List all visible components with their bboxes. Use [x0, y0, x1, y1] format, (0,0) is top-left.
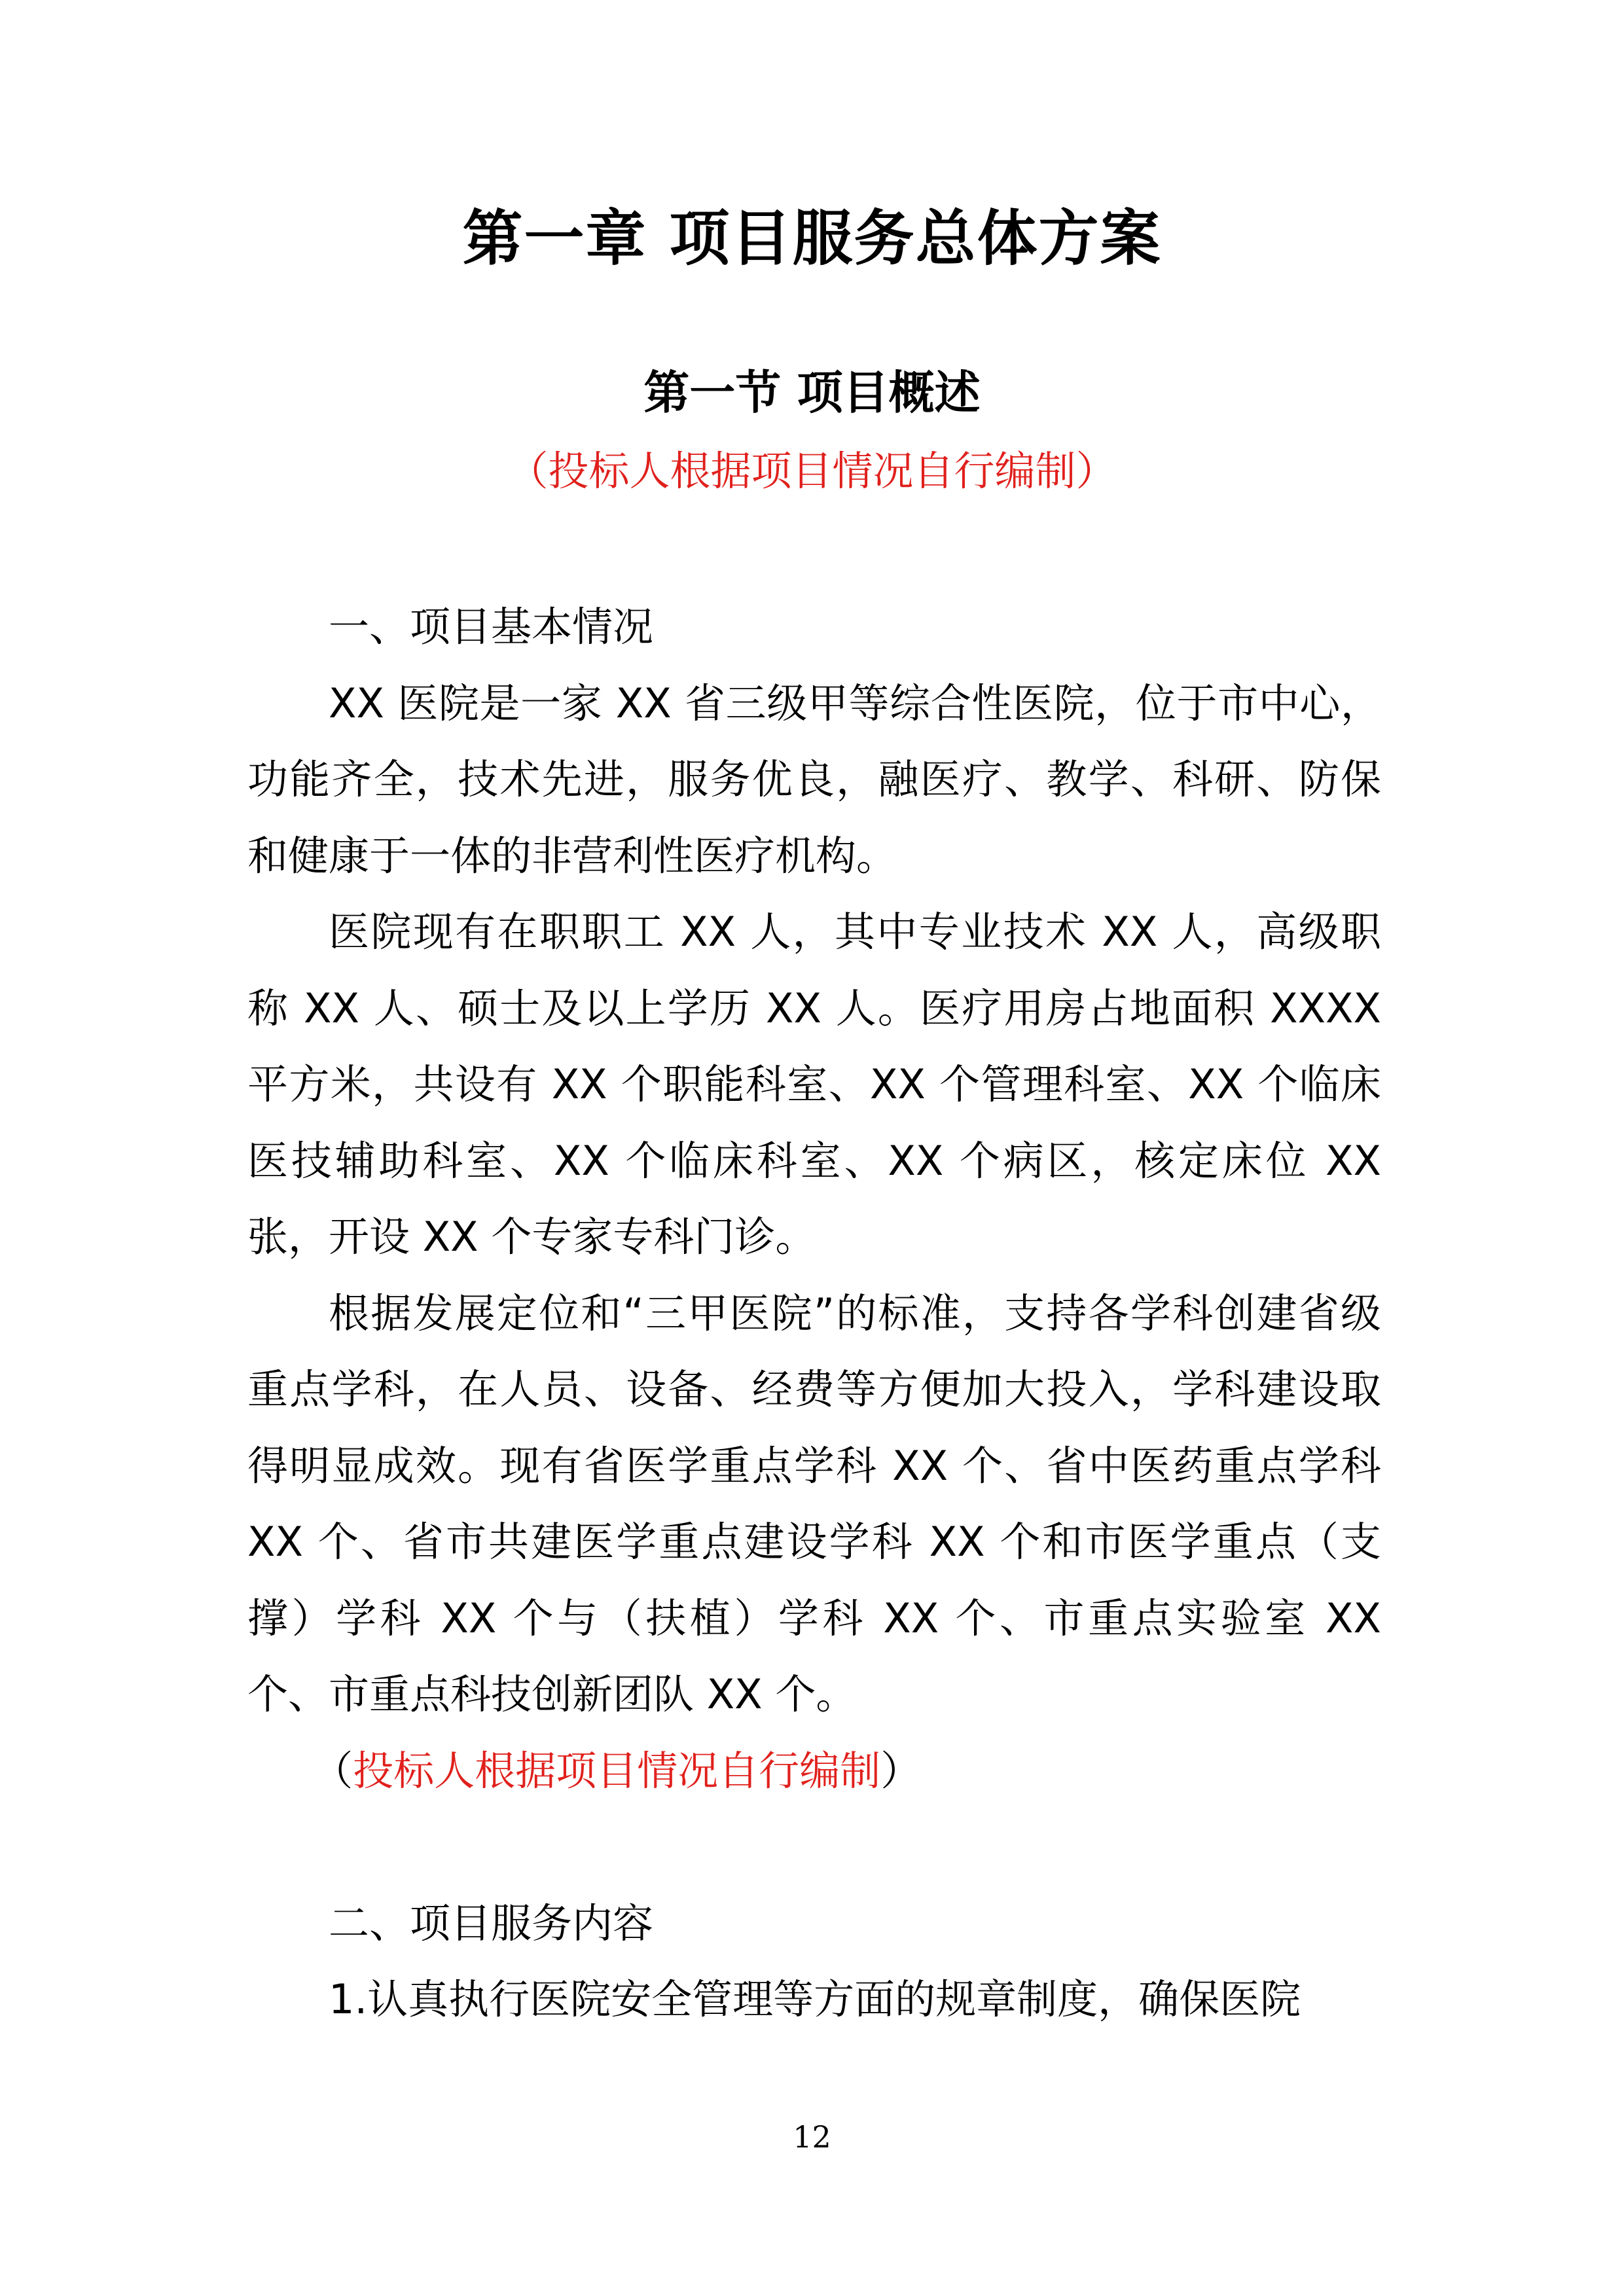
- section-title: 第一节 项目概述: [643, 366, 981, 420]
- paragraph-service-item-1: 1.认真执行医院安全管理等方面的规章制度，确保医院: [329, 1975, 1301, 2023]
- paragraph-discipline-construction: 根据发展定位和“三甲医院”的标准，支持各学科创建省级重点学科，在人员、设备、经费等方便加大投入，学科建设取得明显成效。现有省医学重点学科 XX 个、省中医药重点学科 XX 个、省市共建医学重点建设学科 XX 个和市医学重点（支撑）学科 XX 个与（扶植）学科 XX 个、市重点实验室 XX 个、市重点科技创新团队 XX 个。: [247, 1289, 1381, 1718]
- heading-service-content: 二、项目服务内容: [329, 1899, 654, 1947]
- note-open-paren: （: [312, 1746, 353, 1795]
- compile-note-inline: [247, 1733, 1381, 1810]
- paragraph-spacer: [247, 1809, 1381, 1886]
- compile-note-centered: （投标人根据项目情况自行编制）: [507, 447, 1117, 495]
- body-content: [247, 589, 1381, 2038]
- note-close-paren: ）: [880, 1746, 922, 1795]
- paragraph-hospital-staff: 医院现有在职职工 XX 人，其中专业技术 XX 人，高级职称 XX 人、硕士及以上学历 XX 人。医疗用房占地面积 XXXX 平方米，共设有 XX 个职能科室、XX 个管理科室、XX 个临床医技辅助科室、XX 个临床科室、XX 个病区，核定床位 XX 张，开设 XX 个专家专科门诊。: [247, 908, 1381, 1261]
- note-red-text: 投标人根据项目情况自行编制: [353, 1746, 881, 1795]
- page-number: 12: [793, 2119, 831, 2155]
- heading-basic-situation: 一、项目基本情况: [329, 603, 654, 651]
- chapter-title: 第一章 项目服务总体方案: [462, 204, 1162, 274]
- paragraph-hospital-intro: XX 医院是一家 XX 省三级甲等综合性医院，位于市中心，功能齐全，技术先进，服务优良，融医疗、教学、科研、防保和健康于一体的非营利性医疗机构。: [247, 679, 1381, 880]
